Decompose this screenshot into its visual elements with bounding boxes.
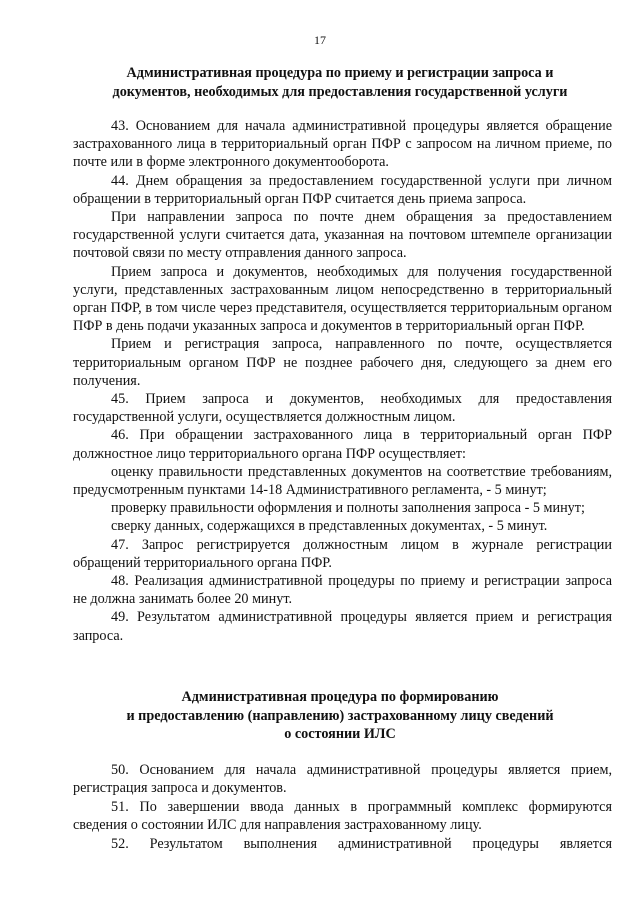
paragraph-46: 46. При обращении застрахованного лица в территориальный орган ПФР должностное лицо территориального органа ПФР осуществляет: <box>73 427 612 462</box>
paragraph-48: 48. Реализация административной процедуры по приему и регистрации запроса не должна занимать более 20 минут. <box>73 573 612 608</box>
paragraph-49: 49. Результатом административной процедуры является прием и регистрация запроса. <box>73 609 612 644</box>
paragraph-50: 50. Основанием для начала административной процедуры является прием, регистрация запроса и документов. <box>73 762 612 797</box>
paragraph-43: 43. Основанием для начала административной процедуры является обращение застрахованного лица в территориальный орган ПФР с запросом на личном приеме, по почте или в форме электронного документооборота. <box>73 118 612 171</box>
paragraph-51: 51. По завершении ввода данных в программный комплекс формируются сведения о состоянии ИЛС для направления застрахованному лицу. <box>73 798 612 834</box>
page-number: 17 <box>314 33 326 47</box>
paragraph-47: 47. Запрос регистрируется должностным лицом в журнале регистрации обращений территориального органа ПФР. <box>73 536 612 571</box>
heading-line: Административная процедура по приему и регистрации запроса и <box>126 65 554 81</box>
paragraph-mail-date: При направлении запроса по почте днем обращения за предоставлением государственной услуги считается дата, указанная на почтовом штемпеле организации почтовой связи по месту отправления данного запроса. <box>73 209 612 262</box>
paragraph-52: 52. Результатом выполнения административной процедуры является <box>111 835 612 852</box>
paragraph-reception-by-mail: Прием и регистрация запроса, направленного по почте, осуществляется территориальным органом ПФР не позднее рабочего дня, следующего за днем его получения. <box>73 336 612 389</box>
paragraph-44: 44. Днем обращения за предоставлением государственной услуги при личном обращении в территориальный орган ПФР считается день приема запроса. <box>73 172 612 207</box>
heading-line: и предоставлению (направлению) застрахованному лицу сведений <box>126 707 554 724</box>
heading-line: документов, необходимых для предоставления государственной услуги <box>112 83 568 100</box>
section-heading-reception <box>70 64 610 101</box>
paragraph-reception-in-person: Прием запроса и документов, необходимых для получения государственной услуги, представленных застрахованным лицом непосредственно в территориальный орган ПФР, в том числе через представителя, осуществляется территориальным органом ПФР в день подачи указанных запроса и документов в территориальный орган ПФР. <box>73 263 612 335</box>
section-heading-ils <box>70 688 610 744</box>
paragraph-46-reconcile: сверку данных, содержащихся в представленных документах, - 5 минут. <box>111 518 548 535</box>
heading-line: Административная процедура по формированию <box>181 689 499 705</box>
paragraph-46-check: проверку правильности оформления и полноты заполнения запроса - 5 минут; <box>111 500 585 517</box>
heading-line: о состоянии ИЛС <box>284 726 396 742</box>
paragraph-46-assessment: оценку правильности представленных документов на соответствие требованиям, предусмотренным пунктами 14-18 Административного регламента, - 5 минут; <box>73 463 612 499</box>
section-body-ils <box>73 761 612 853</box>
section-body-reception <box>73 117 612 645</box>
paragraph-45: 45. Прием запроса и документов, необходимых для предоставления государственной услуги, осуществляется должностным лицом. <box>73 391 612 426</box>
